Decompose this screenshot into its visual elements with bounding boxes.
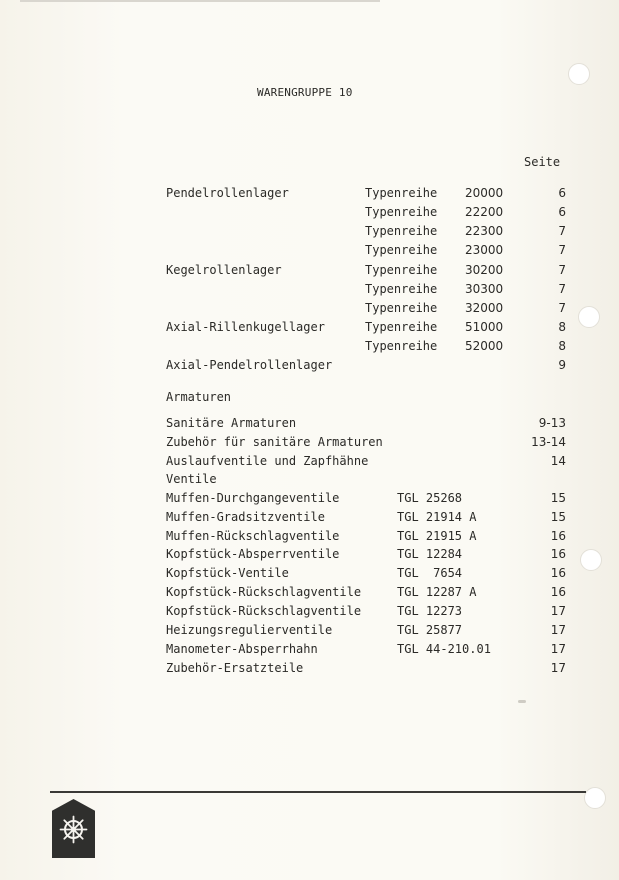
top-edge-line <box>20 0 380 2</box>
page-number: 17 <box>550 623 566 637</box>
paper-mark <box>518 700 526 703</box>
tgl-standard: TGL 25877 <box>397 623 463 637</box>
page-number: 7 <box>558 282 566 296</box>
punch-hole <box>584 787 606 809</box>
page-number: 7 <box>558 224 566 238</box>
series-label: Typenreihe <box>365 320 438 334</box>
footer-rule <box>50 791 586 793</box>
page-number: 16 <box>550 566 566 580</box>
ventil-name: Muffen-Durchgangeventile <box>166 491 340 505</box>
tgl-standard: TGL 12287 A <box>397 585 477 599</box>
page-number: 9-13 <box>538 416 566 430</box>
bearing-row <box>0 243 619 261</box>
ventil-row <box>0 566 619 584</box>
page-number: 8 <box>558 320 566 334</box>
tgl-standard: TGL 12273 <box>397 604 463 618</box>
series-label: Typenreihe <box>365 205 438 219</box>
punch-hole <box>578 306 600 328</box>
page-number: 17 <box>550 642 566 656</box>
ship-wheel-logo <box>52 799 95 858</box>
ventil-name: Zubehör-Ersatzteile <box>166 661 304 675</box>
punch-hole <box>568 63 590 85</box>
bearing-row <box>0 282 619 300</box>
ventil-name: Muffen-Rückschlagventile <box>166 529 340 543</box>
bearing-name: Kegelrollenlager <box>166 263 282 277</box>
bearing-row <box>0 301 619 319</box>
series-number: 30300 <box>465 282 504 296</box>
armatur-name: Zubehör für sanitäre Armaturen <box>166 435 383 449</box>
ventil-name: Kopfstück-Ventile <box>166 566 289 580</box>
series-label: Typenreihe <box>365 339 438 353</box>
tgl-standard: TGL 25268 <box>397 491 463 505</box>
page-number: 7 <box>558 263 566 277</box>
bearing-row <box>0 205 619 223</box>
tgl-standard: TGL 44-210.01 <box>397 642 491 656</box>
armatur-row <box>0 435 619 453</box>
tgl-standard: TGL 7654 <box>397 566 463 580</box>
section-heading-row <box>0 390 619 408</box>
bearing-name: Axial-Pendelrollenlager <box>166 358 333 372</box>
section-heading-row <box>0 472 619 490</box>
ventil-name: Manometer-Absperrhahn <box>166 642 318 656</box>
bearing-row <box>0 186 619 204</box>
bearing-name: Axial-Rillenkugellager <box>166 320 325 334</box>
armatur-row <box>0 454 619 472</box>
page-number: 9 <box>558 358 566 372</box>
punch-hole <box>580 549 602 571</box>
series-number: 32000 <box>465 301 504 315</box>
ventil-row <box>0 623 619 641</box>
ventil-row <box>0 547 619 565</box>
series-number: 51000 <box>465 320 504 334</box>
ventil-name: Kopfstück-Rückschlagventile <box>166 585 362 599</box>
series-label: Typenreihe <box>365 263 438 277</box>
ventil-row <box>0 661 619 679</box>
page-number: 16 <box>550 547 566 561</box>
ventil-name: Kopfstück-Absperrventile <box>166 547 340 561</box>
ventil-name: Kopfstück-Rückschlagventile <box>166 604 362 618</box>
ventil-row <box>0 642 619 660</box>
page-column-header: Seite <box>524 155 561 169</box>
bearing-row <box>0 224 619 242</box>
armaturen-heading: Armaturen <box>166 390 232 404</box>
bearing-row <box>0 320 619 338</box>
series-number: 20000 <box>465 186 504 200</box>
page-number: 16 <box>550 585 566 599</box>
page-number: 8 <box>558 339 566 353</box>
series-label: Typenreihe <box>365 301 438 315</box>
page-number: 15 <box>550 491 566 505</box>
bearing-name: Pendelrollenlager <box>166 186 289 200</box>
series-label: Typenreihe <box>365 224 438 238</box>
bearing-row <box>0 339 619 357</box>
page-number: 7 <box>558 243 566 257</box>
bearing-row <box>0 358 619 376</box>
page-number: 6 <box>558 205 566 219</box>
series-number: 22200 <box>465 205 504 219</box>
armatur-name: Sanitäre Armaturen <box>166 416 297 430</box>
series-number: 52000 <box>465 339 504 353</box>
ventil-row <box>0 491 619 509</box>
series-label: Typenreihe <box>365 186 438 200</box>
armatur-name: Auslaufventile und Zapfhähne <box>166 454 369 468</box>
page-number: 7 <box>558 301 566 315</box>
page-number: 15 <box>550 510 566 524</box>
ventil-row <box>0 604 619 622</box>
page-number: 14 <box>550 454 566 468</box>
ventil-row <box>0 585 619 603</box>
series-number: 22300 <box>465 224 504 238</box>
page-title: WARENGRUPPE 10 <box>257 86 353 99</box>
series-label: Typenreihe <box>365 282 438 296</box>
series-label: Typenreihe <box>365 243 438 257</box>
ventil-row <box>0 510 619 528</box>
page-number: 17 <box>550 604 566 618</box>
page-number: 6 <box>558 186 566 200</box>
bearing-row <box>0 263 619 281</box>
series-number: 23000 <box>465 243 504 257</box>
series-number: 30200 <box>465 263 504 277</box>
armatur-row <box>0 416 619 434</box>
ventil-name: Muffen-Gradsitzventile <box>166 510 325 524</box>
ventil-row <box>0 529 619 547</box>
ventile-heading: Ventile <box>166 472 217 486</box>
page-number: 17 <box>550 661 566 675</box>
tgl-standard: TGL 21914 A <box>397 510 477 524</box>
ship-wheel-icon <box>59 815 88 844</box>
tgl-standard: TGL 21915 A <box>397 529 477 543</box>
tgl-standard: TGL 12284 <box>397 547 463 561</box>
page-number: 13-14 <box>531 435 566 449</box>
page-number: 16 <box>550 529 566 543</box>
ventil-name: Heizungsregulierventile <box>166 623 333 637</box>
